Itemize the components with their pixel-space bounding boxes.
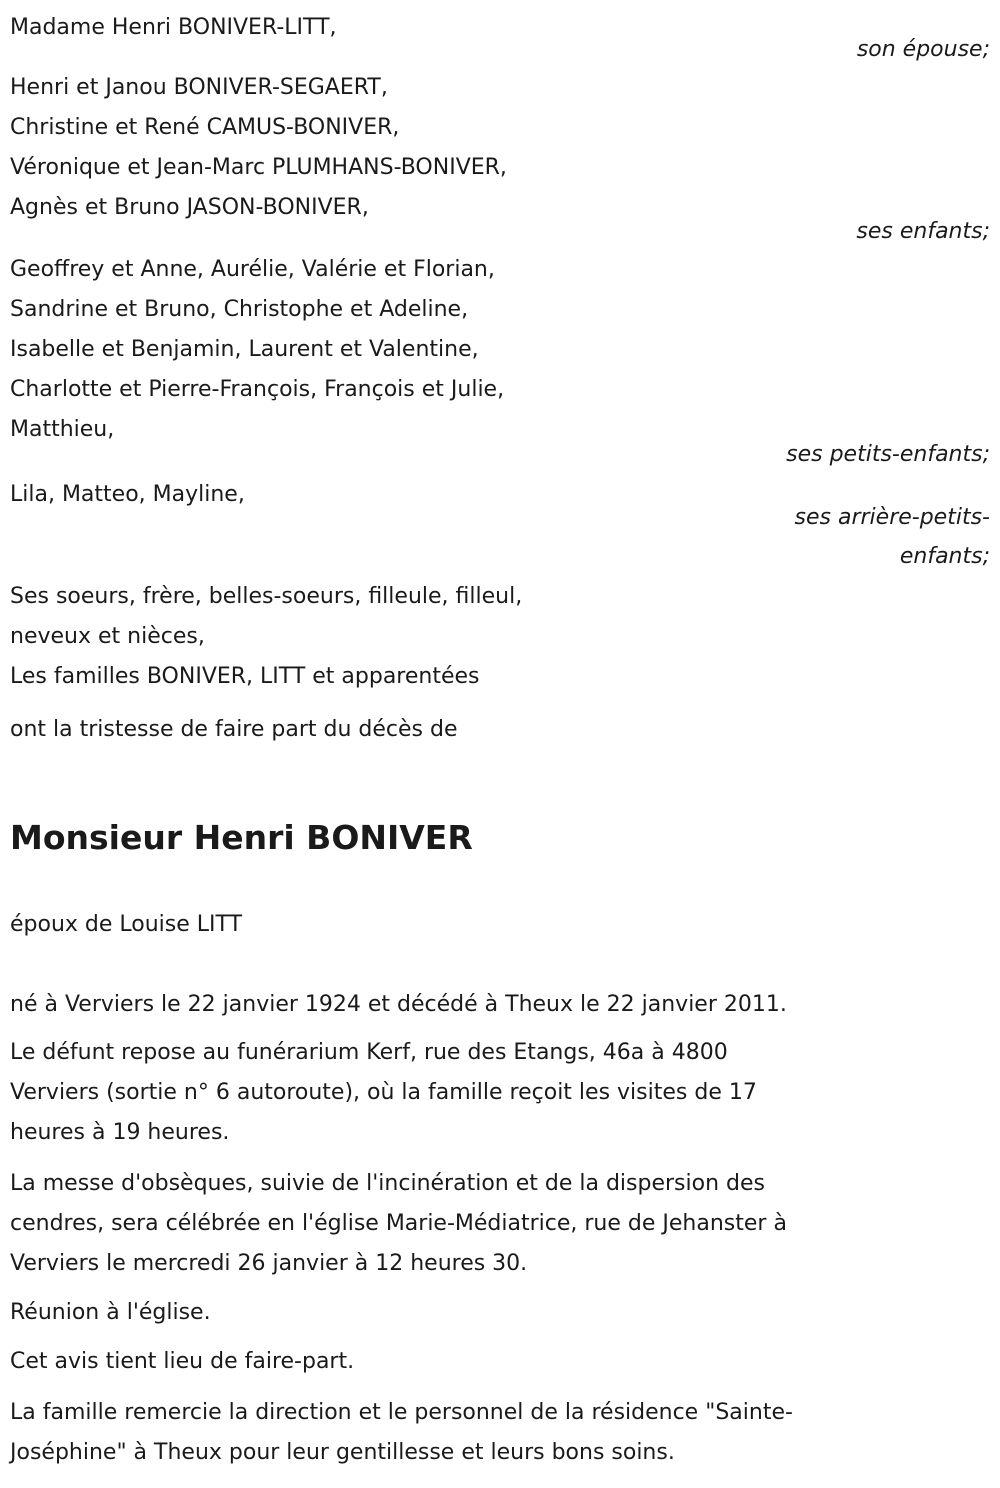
paragraph-line: La messe d'obsèques, suivie de l'incinération et de la dispersion des	[10, 1171, 765, 1196]
children-role: ses enfants;	[856, 219, 990, 244]
paragraph-line: cendres, sera célébrée en l'église Marie-Médiatrice, rue de Jehanster à	[10, 1211, 787, 1236]
announcement: ont la tristesse de faire part du décès de	[10, 717, 458, 742]
paragraph-line: Réunion à l'église.	[10, 1300, 211, 1325]
grandchildren-role: ses petits-enfants;	[786, 442, 990, 467]
great-grandchildren-role: ses arrière-petits-	[794, 505, 990, 530]
child-line: Christine et René CAMUS-BONIVER,	[10, 115, 400, 140]
spouse-line: Madame Henri BONIVER-LITT,	[10, 15, 337, 40]
great-grandchild-line: Lila, Matteo, Mayline,	[10, 482, 245, 507]
family-line: neveux et nièces,	[10, 624, 205, 649]
child-line: Véronique et Jean-Marc PLUMHANS-BONIVER,	[10, 155, 507, 180]
child-line: Henri et Janou BONIVER-SEGAERT,	[10, 75, 388, 100]
paragraph-line: Cet avis tient lieu de faire-part.	[10, 1349, 355, 1374]
paragraph-line: La famille remercie la direction et le personnel de la résidence "Sainte-	[10, 1400, 793, 1425]
paragraph-line: né à Verviers le 22 janvier 1924 et décédé à Theux le 22 janvier 2011.	[10, 992, 787, 1017]
family-line: Les familles BONIVER, LITT et apparentées	[10, 664, 480, 689]
grandchild-line: Charlotte et Pierre-François, François et Julie,	[10, 377, 505, 402]
grandchild-line: Matthieu,	[10, 417, 115, 442]
grandchild-line: Sandrine et Bruno, Christophe et Adeline,	[10, 297, 469, 322]
paragraph-line: Joséphine" à Theux pour leur gentillesse et leurs bons soins.	[10, 1440, 675, 1465]
family-line: Ses soeurs, frère, belles-soeurs, filleule, filleul,	[10, 584, 523, 609]
paragraph-line: Verviers le mercredi 26 janvier à 12 heures 30.	[10, 1251, 528, 1276]
grandchild-line: Isabelle et Benjamin, Laurent et Valentine,	[10, 337, 479, 362]
grandchild-line: Geoffrey et Anne, Aurélie, Valérie et Florian,	[10, 257, 495, 282]
great-grandchildren-role: enfants;	[899, 544, 990, 569]
child-line: Agnès et Bruno JASON-BONIVER,	[10, 195, 369, 220]
paragraph-line: heures à 19 heures.	[10, 1120, 230, 1145]
deceased-name: Monsieur Henri BONIVER	[10, 818, 473, 857]
spouse-role: son épouse;	[856, 37, 990, 62]
paragraph-line: Verviers (sortie n° 6 autoroute), où la famille reçoit les visites de 17	[10, 1080, 757, 1105]
spouse-of: époux de Louise LITT	[10, 912, 243, 937]
paragraph-line: Le défunt repose au funérarium Kerf, rue des Etangs, 46a à 4800	[10, 1040, 728, 1065]
